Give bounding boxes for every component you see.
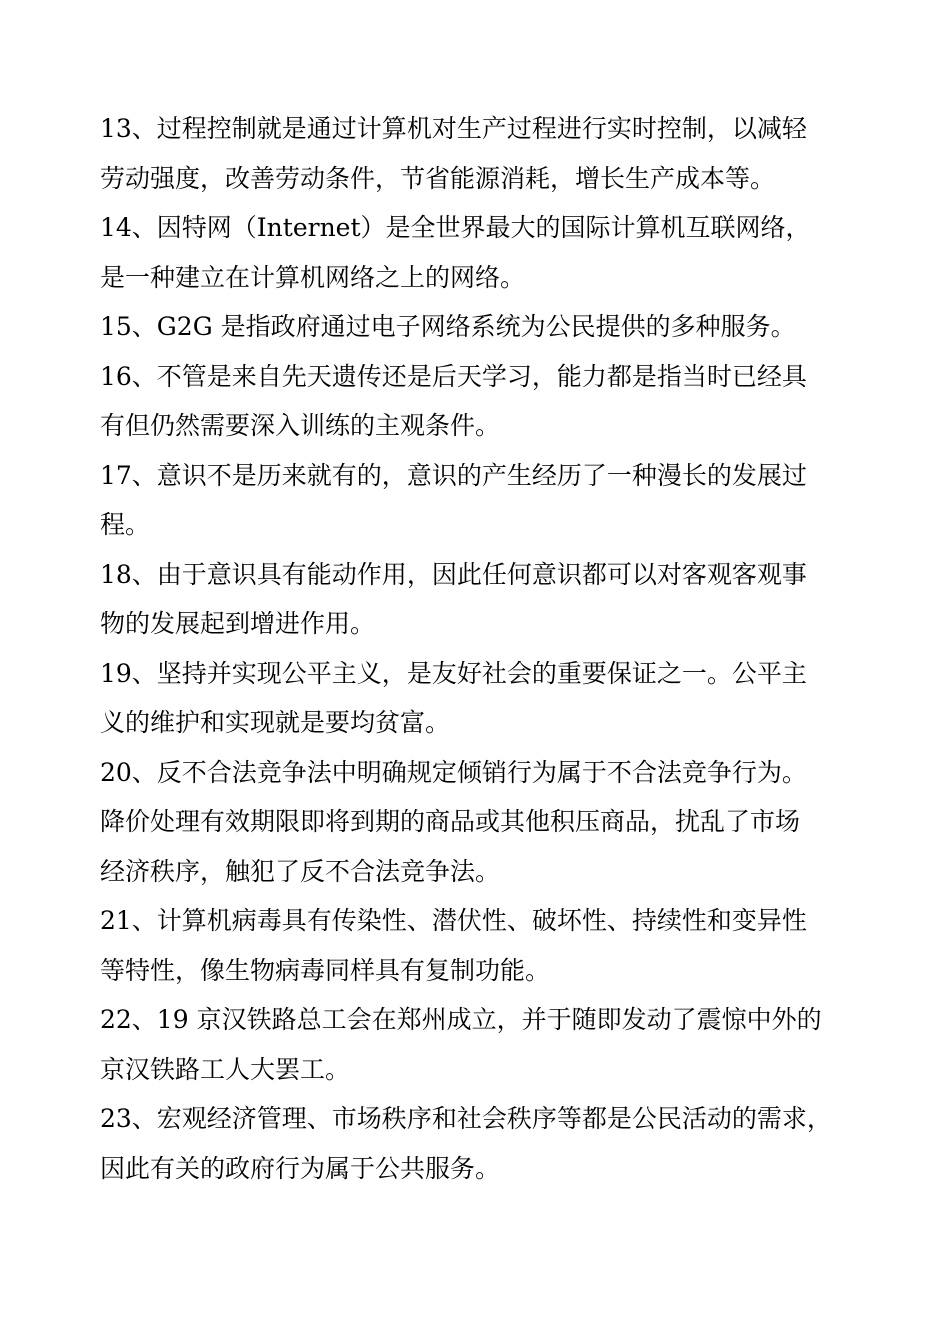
item-line: 降价处理有效期限即将到期的商品或其他积压商品，扰乱了市场	[100, 807, 801, 836]
item-22	[100, 995, 850, 1094]
item-18	[100, 550, 850, 649]
item-line: 21、计算机病毒具有传染性、潜伏性、破坏性、持续性和变异性	[100, 906, 807, 935]
item-23	[100, 1094, 850, 1193]
item-line: 义的维护和实现就是要均贫富。	[100, 708, 451, 737]
item-line: 19、坚持并实现公平主义，是友好社会的重要保证之一。公平主	[100, 658, 807, 688]
item-line: 13、过程控制就是通过计算机对生产过程进行实时控制，以减轻	[100, 114, 807, 143]
item-line: 23、宏观经济管理、市场秩序和社会秩序等都是公民活动的需求，	[100, 1104, 832, 1133]
item-14	[100, 203, 850, 302]
item-21	[100, 896, 850, 995]
item-line: 20、反不合法竞争法中明确规定倾销行为属于不合法竞争行为。	[100, 757, 807, 787]
item-line: 京汉铁路工人大罢工。	[100, 1054, 351, 1084]
item-15	[100, 302, 850, 352]
item-line: 是一种建立在计算机网络之上的网络。	[100, 262, 526, 292]
item-line: 有但仍然需要深入训练的主观条件。	[100, 411, 501, 440]
item-line: 17、意识不是历来就有的，意识的产生经历了一种漫长的发展过	[100, 460, 807, 490]
item-13	[100, 104, 850, 203]
item-20	[100, 748, 850, 897]
item-line: 物的发展起到增进作用。	[100, 609, 376, 638]
document-page	[100, 104, 850, 1193]
item-line: 22、19 京汉铁路总工会在郑州成立，并于随即发动了震惊中外的	[100, 1005, 822, 1034]
item-line: 14、因特网（Internet）是全世界最大的国际计算机互联网络，	[100, 213, 811, 242]
item-line: 程。	[100, 510, 151, 539]
item-17	[100, 451, 850, 550]
item-line: 16、不管是来自先天遗传还是后天学习，能力都是指当时已经具	[100, 361, 807, 391]
item-line: 等特性，像生物病毒同样具有复制功能。	[100, 955, 551, 985]
item-19	[100, 649, 850, 748]
item-line: 因此有关的政府行为属于公共服务。	[100, 1153, 501, 1183]
item-line: 15、G2G 是指政府通过电子网络系统为公民提供的多种服务。	[100, 312, 796, 341]
item-line: 劳动强度，改善劳动条件，节省能源消耗，增长生产成本等。	[100, 163, 776, 193]
item-line: 经济秩序，触犯了反不合法竞争法。	[100, 856, 501, 886]
item-line: 18、由于意识具有能动作用，因此任何意识都可以对客观客观事	[100, 559, 807, 589]
item-16	[100, 352, 850, 451]
